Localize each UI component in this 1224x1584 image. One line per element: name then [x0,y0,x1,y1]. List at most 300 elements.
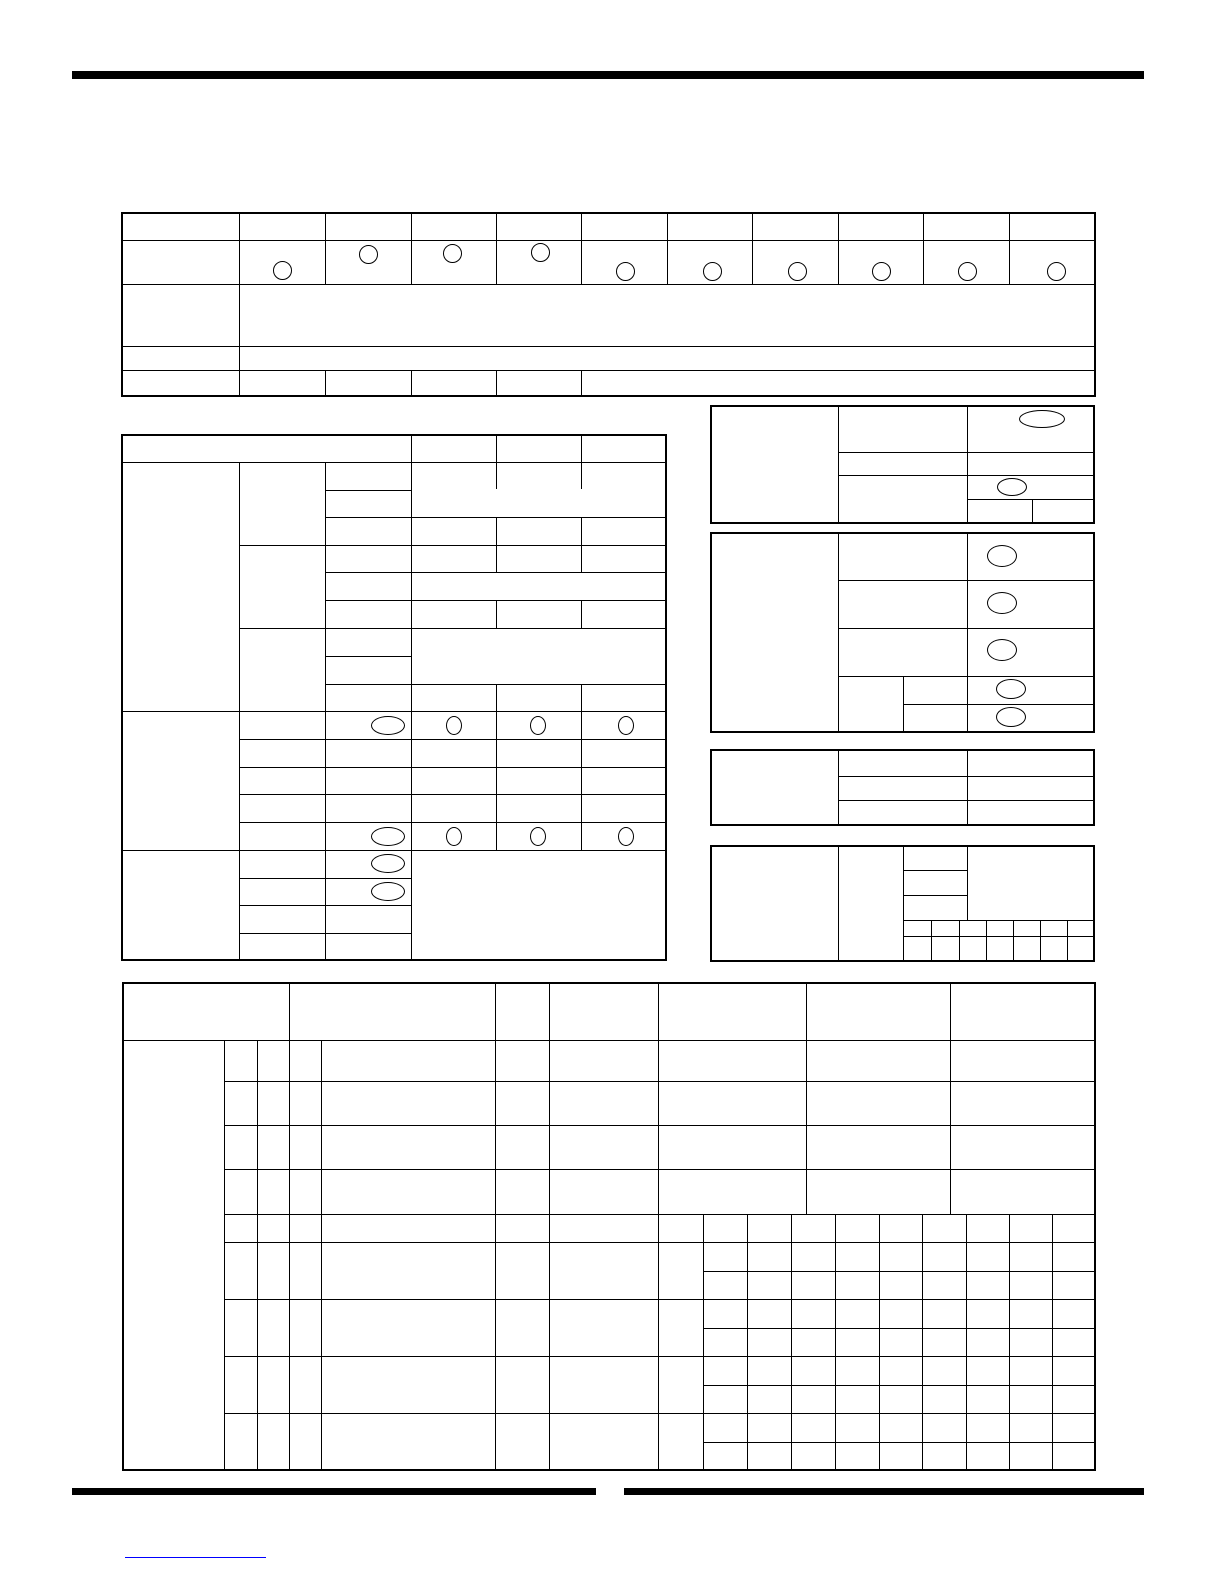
form-cell [495,1040,550,1082]
form-cell [966,1271,1010,1300]
form-cell [1040,936,1068,962]
form-cell [903,704,968,733]
right-form-table-2 [710,532,1095,733]
circle-mark [530,827,546,846]
form-cell [289,1242,322,1300]
form-cell [325,212,412,241]
right-form-table-4 [710,845,1095,962]
form-cell [922,1442,967,1471]
form-cell [321,1169,496,1215]
form-cell [224,1125,258,1170]
form-cell [239,878,326,906]
form-cell [239,850,326,879]
form-cell [922,1413,967,1443]
form-cell [325,572,412,601]
form-cell [747,1413,792,1443]
form-cell [549,1040,659,1082]
form-cell [411,600,497,629]
form-cell [922,1242,967,1272]
form-cell [289,1081,322,1126]
form-cell [703,1299,748,1329]
circle-mark [616,262,635,281]
form-cell [325,600,412,629]
form-cell [289,982,496,1041]
form-cell [752,212,839,241]
form-cell [791,1214,836,1243]
form-cell [966,1214,1010,1243]
form-cell [239,794,326,823]
form-cell [967,628,1095,677]
form-cell [239,933,326,961]
form-cell [747,1299,792,1329]
form-cell [495,1214,550,1243]
form-cell [879,1442,923,1471]
left-form-table [121,434,667,961]
form-cell [411,572,667,601]
form-cell [1009,1413,1053,1443]
form-cell [747,1328,792,1357]
form-cell [838,452,968,476]
form-cell [1052,1299,1096,1329]
form-cell [581,434,667,463]
circle-mark [618,716,634,735]
form-cell [838,676,904,733]
form-cell [257,1125,290,1170]
form-cell [806,1081,951,1126]
form-cell [838,405,968,453]
circle-mark [371,854,405,873]
form-cell [411,462,667,518]
form-cell [496,212,582,241]
form-cell [966,1242,1010,1272]
footer-link-underline[interactable] [125,1557,266,1558]
form-cell [321,1081,496,1126]
form-cell [224,1040,258,1082]
form-cell [950,1125,1096,1170]
form-cell [791,1328,836,1357]
form-cell [224,1242,258,1300]
form-cell [325,545,412,573]
form-cell [122,982,290,1041]
form-cell [325,739,412,768]
form-cell [257,1242,290,1300]
form-cell [1067,920,1095,937]
form-cell [1009,1299,1053,1329]
form-cell [835,1413,880,1443]
form-cell [496,545,582,573]
form-cell [1009,1385,1053,1414]
form-cell [549,1299,659,1357]
form-cell [411,684,497,712]
form-cell [289,1356,322,1414]
form-cell [658,1214,704,1243]
form-cell [923,212,1010,241]
form-cell [289,1125,322,1170]
form-cell [411,212,497,241]
form-cell [495,1242,550,1300]
form-cell [710,532,839,733]
form-cell [325,656,412,685]
circle-mark [359,245,378,264]
form-cell [986,920,1014,937]
form-cell [806,982,951,1041]
form-cell [1009,1356,1053,1386]
form-cell [879,1413,923,1443]
form-cell [658,1242,704,1300]
form-cell [967,475,1095,500]
form-cell [325,517,412,546]
form-cell [239,545,326,629]
form-cell [581,739,667,768]
form-cell [581,517,667,546]
form-cell [838,800,968,826]
form-cell [239,739,326,768]
form-cell [549,1081,659,1126]
form-cell [121,462,240,712]
circle-mark [443,244,462,263]
form-cell [922,1271,967,1300]
form-cell [835,1214,880,1243]
circle-mark [1019,410,1065,428]
form-cell [667,212,753,241]
form-cell [224,1299,258,1357]
form-cell [922,1214,967,1243]
circle-mark [872,262,891,281]
form-cell [835,1271,880,1300]
form-cell [289,1413,322,1471]
form-cell [967,800,1095,826]
form-cell [411,850,667,961]
form-cell [658,1081,807,1126]
cell-divider [496,462,497,489]
form-cell [121,212,240,241]
top-form-table [121,212,1096,397]
form-cell [321,1125,496,1170]
form-cell [838,580,968,629]
form-cell [922,1356,967,1386]
form-cell [838,532,968,581]
form-cell [1052,1413,1096,1443]
form-cell [224,1081,258,1126]
form-cell [966,1413,1010,1443]
form-cell [321,1356,496,1414]
form-cell [879,1299,923,1329]
form-cell [1052,1356,1096,1386]
form-cell [950,1040,1096,1082]
form-cell [703,1385,748,1414]
form-cell [835,1442,880,1471]
form-cell [224,1356,258,1414]
form-cell [495,1125,550,1170]
form-cell [411,739,497,768]
form-cell [922,1328,967,1357]
form-cell [903,870,968,896]
circle-mark [618,827,634,846]
form-cell [239,370,326,397]
form-cell [710,405,839,524]
form-cell [703,1356,748,1386]
form-cell [967,749,1095,777]
form-cell [549,982,659,1041]
form-cell [966,1442,1010,1471]
form-cell [239,711,326,740]
right-form-table-1 [710,405,1095,524]
top-rule [72,71,1144,79]
form-cell [835,1328,880,1357]
form-cell [658,1040,807,1082]
form-cell [496,434,582,463]
form-cell [879,1271,923,1300]
form-cell [496,739,582,768]
form-cell [967,499,1033,524]
right-form-table-3 [710,749,1095,826]
form-cell [257,1299,290,1357]
circle-mark [446,716,462,735]
form-cell [791,1413,836,1443]
form-cell [1052,1385,1096,1414]
form-cell [321,1413,496,1471]
form-cell [289,1040,322,1082]
circle-mark [371,716,405,735]
form-cell [257,1356,290,1414]
circle-mark [987,592,1017,614]
form-cell [239,905,326,934]
form-cell [966,1356,1010,1386]
form-cell [1009,212,1096,241]
form-cell [496,794,582,823]
form-cell [239,462,326,546]
form-cell [931,936,960,962]
form-cell [321,1242,496,1300]
form-cell [121,284,240,347]
form-cell [703,1271,748,1300]
form-cell [581,545,667,573]
form-cell [1040,920,1068,937]
form-cell [581,794,667,823]
form-cell [1052,1442,1096,1471]
form-cell [922,1299,967,1329]
form-cell [835,1242,880,1272]
form-cell [549,1413,659,1471]
form-cell [581,684,667,712]
circle-mark [987,545,1017,567]
form-cell [121,370,240,397]
form-cell [879,1328,923,1357]
form-cell [496,370,582,397]
form-cell [224,1169,258,1215]
form-cell [496,684,582,712]
form-cell [581,212,668,241]
form-cell [959,920,987,937]
form-cell [967,845,1095,921]
circle-mark [703,262,722,281]
form-cell [703,1442,748,1471]
form-cell [411,767,497,795]
footer-rule-left [72,1488,596,1495]
form-cell [1067,936,1095,962]
form-cell [658,1299,704,1357]
form-cell [257,1214,290,1243]
form-cell [411,628,667,685]
form-cell [289,1299,322,1357]
form-cell [950,982,1096,1041]
circle-mark [531,243,550,262]
form-cell [239,822,326,851]
form-cell [791,1271,836,1300]
form-cell [747,1242,792,1272]
form-cell [879,1356,923,1386]
circle-mark [788,262,807,281]
form-cell [496,517,582,546]
form-cell [879,1214,923,1243]
form-cell [838,845,904,962]
form-cell [1013,920,1041,937]
form-cell [1009,1328,1053,1357]
form-cell [549,1356,659,1414]
form-cell [747,1356,792,1386]
form-cell [122,1040,225,1471]
form-cell [791,1242,836,1272]
form-cell [496,767,582,795]
form-cell [835,1385,880,1414]
form-cell [879,1385,923,1414]
form-cell [1009,1442,1053,1471]
form-cell [879,1242,923,1272]
form-cell [838,776,968,801]
circle-mark [987,639,1017,661]
form-cell [289,1169,322,1215]
form-cell [239,284,1096,347]
form-cell [495,1169,550,1215]
form-cell [966,1328,1010,1357]
form-cell [791,1299,836,1329]
form-cell [325,933,412,961]
form-cell [986,936,1014,962]
form-cell [1052,1214,1096,1243]
form-cell [658,982,807,1041]
form-cell [903,845,968,871]
form-cell [838,212,924,241]
form-cell [121,346,240,371]
form-cell [581,600,667,629]
form-cell [325,490,412,518]
form-cell [747,1214,792,1243]
form-cell [967,676,1095,705]
form-cell [806,1125,951,1170]
form-cell [325,794,412,823]
form-cell [835,1299,880,1329]
form-cell [1009,1271,1053,1300]
form-cell [495,1299,550,1357]
form-cell [121,711,240,851]
form-cell [967,704,1095,733]
form-cell [325,905,412,934]
form-cell [224,1413,258,1471]
form-cell [959,936,987,962]
form-cell [658,1125,807,1170]
circle-mark [1047,262,1066,281]
form-cell [747,1442,792,1471]
circle-mark [273,261,292,280]
form-cell [239,628,326,712]
form-cell [495,1081,550,1126]
form-cell [321,1040,496,1082]
form-cell [838,475,968,524]
form-cell [411,434,497,463]
form-cell [747,1271,792,1300]
form-cell [747,1385,792,1414]
form-cell [239,767,326,795]
form-cell [703,1328,748,1357]
form-cell [325,370,412,397]
form-cell [1009,1214,1053,1243]
form-cell [257,1040,290,1082]
form-cell [966,1385,1010,1414]
form-cell [257,1081,290,1126]
form-cell [1013,936,1041,962]
form-cell [495,1356,550,1414]
form-cell [791,1385,836,1414]
form-cell [411,545,497,573]
form-cell [903,676,968,705]
footer-rule-right [624,1488,1144,1495]
form-cell [1032,499,1095,524]
form-cell [581,767,667,795]
form-cell [411,517,497,546]
form-cell [922,1385,967,1414]
form-cell [239,212,326,241]
form-cell [838,749,968,777]
form-cell [411,370,497,397]
form-cell [549,1169,659,1215]
circle-mark [996,679,1026,699]
form-cell [658,1169,807,1215]
form-cell [1052,1328,1096,1357]
circle-mark [446,827,462,846]
circle-mark [530,716,546,735]
form-cell [806,1169,951,1215]
form-cell [710,749,839,826]
form-cell [703,1242,748,1272]
form-cell [495,982,550,1041]
circle-mark [997,478,1027,496]
form-cell [325,684,412,712]
form-cell [224,1214,258,1243]
form-cell [321,1299,496,1357]
form-cell [967,452,1095,476]
form-cell [495,1413,550,1471]
form-cell [967,776,1095,801]
form-cell [658,1413,704,1471]
form-cell [549,1214,659,1243]
form-cell [835,1356,880,1386]
circle-mark [958,262,977,281]
form-cell [121,240,240,285]
form-cell [257,1169,290,1215]
form-cell [710,845,839,962]
form-cell [411,794,497,823]
form-cell [325,462,412,491]
form-cell [791,1442,836,1471]
form-cell [703,1214,748,1243]
form-cell [903,895,968,921]
form-cell [121,850,240,961]
circle-mark [996,707,1026,727]
form-cell [121,434,412,463]
bottom-form-table [122,982,1096,1471]
form-cell [966,1299,1010,1329]
form-cell [806,1040,951,1082]
